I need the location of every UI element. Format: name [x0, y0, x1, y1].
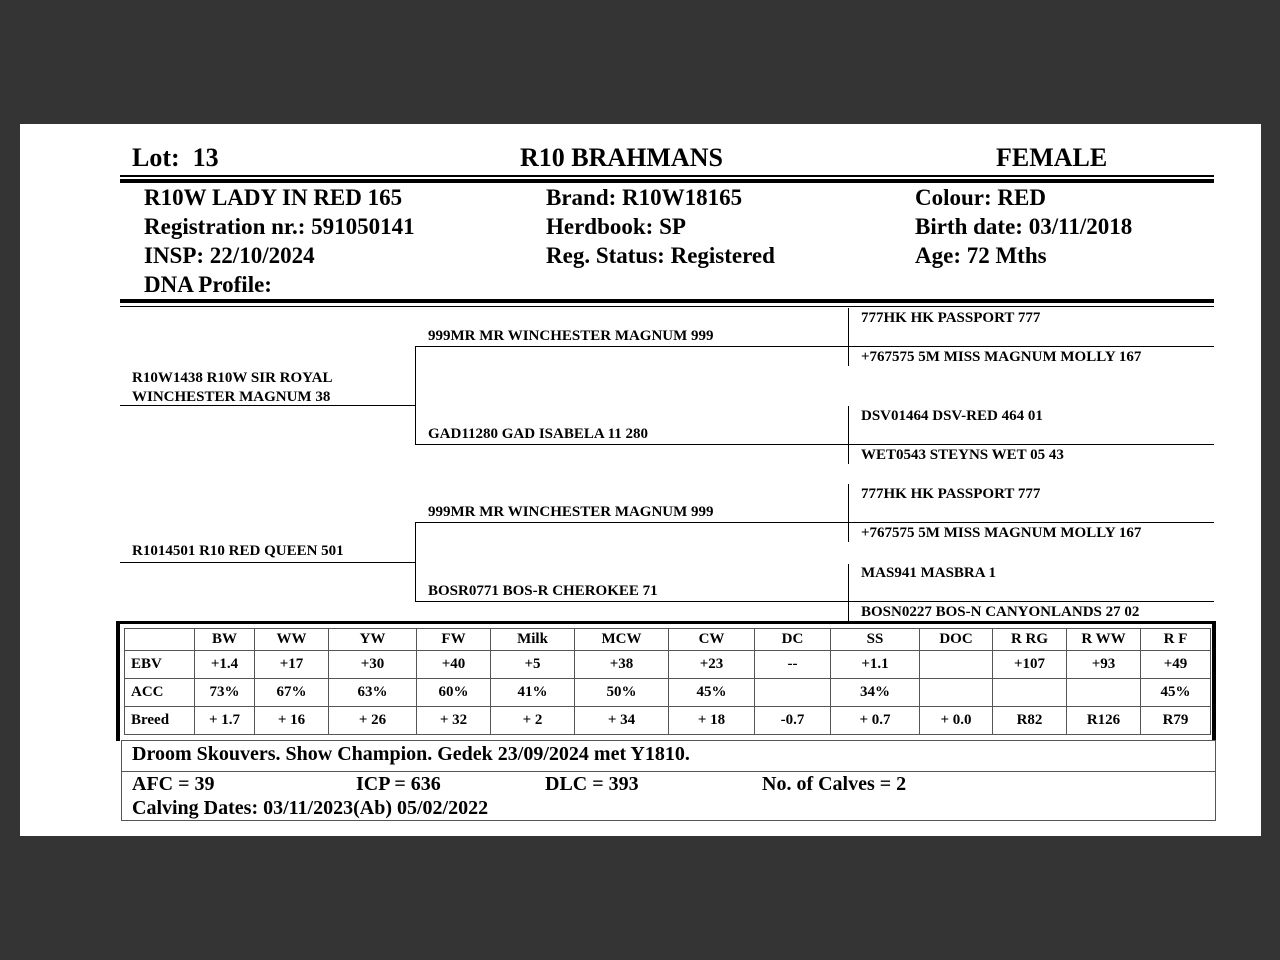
pedigree-dam-dam: BOSR0771 BOS-R CHEROKEE 71	[428, 583, 658, 599]
animal-name: R10W LADY IN RED 165	[144, 185, 403, 210]
pedigree-gen3-5: 777HK HK PASSPORT 777	[861, 486, 1041, 502]
pedigree-sire: R10W1438 R10W SIR ROYAL WINCHESTER MAGNUM 38	[132, 370, 333, 405]
icp: ICP = 636	[356, 773, 441, 795]
pedigree-gen3-8: BOSN0227 BOS-N CANYONLANDS 27 02	[861, 604, 1140, 620]
lot-number: 13	[192, 143, 219, 172]
column-header: R F	[1141, 629, 1211, 651]
column-header: BW	[195, 629, 255, 651]
table-cell: +1.1	[831, 651, 920, 679]
column-header: DC	[755, 629, 831, 651]
column-header	[125, 629, 195, 651]
pedigree-gen3-6: +767575 5M MISS MAGNUM MOLLY 167	[861, 525, 1142, 541]
column-header: MCW	[575, 629, 669, 651]
info-rule-thick	[120, 299, 1214, 303]
stud-name: R10 BRAHMANS	[520, 143, 723, 172]
pedigree-dam: R1014501 R10 RED QUEEN 501	[132, 543, 344, 559]
table-cell: 60%	[417, 679, 491, 707]
colour: Colour: RED	[915, 185, 1046, 210]
table-cell: 73%	[195, 679, 255, 707]
pedigree-sire-dam: GAD11280 GAD ISABELA 11 280	[428, 426, 649, 442]
herdbook: Herdbook: SP	[546, 214, 686, 239]
column-header: R RG	[993, 629, 1067, 651]
table-row	[125, 651, 1211, 679]
column-header: WW	[255, 629, 329, 651]
table-cell: + 2	[491, 707, 575, 735]
header-rule-thick	[120, 179, 1214, 183]
table-cell: + 32	[417, 707, 491, 735]
table-cell: +49	[1141, 651, 1211, 679]
table-cell	[755, 679, 831, 707]
pedigree-gen3-3: DSV01464 DSV-RED 464 01	[861, 408, 1043, 424]
table-cell: 50%	[575, 679, 669, 707]
pedigree-gen3-2: +767575 5M MISS MAGNUM MOLLY 167	[861, 349, 1142, 365]
table-cell: R126	[1067, 707, 1141, 735]
dna-profile: DNA Profile:	[144, 272, 272, 297]
table-cell: +40	[417, 651, 491, 679]
age: Age: 72 Mths	[915, 243, 1047, 268]
column-header: R WW	[1067, 629, 1141, 651]
table-cell: +30	[329, 651, 417, 679]
table-cell: R79	[1141, 707, 1211, 735]
table-cell: --	[755, 651, 831, 679]
row-label: ACC	[125, 679, 195, 707]
notes-box	[121, 740, 1216, 821]
table-cell: -0.7	[755, 707, 831, 735]
pedigree-gen3-7: MAS941 MASBRA 1	[861, 565, 997, 581]
table-cell: +93	[1067, 651, 1141, 679]
table-cell: + 1.7	[195, 707, 255, 735]
reg-status: Reg. Status: Registered	[546, 243, 775, 268]
table-cell: + 26	[329, 707, 417, 735]
table-cell: + 0.0	[920, 707, 993, 735]
table-cell: 34%	[831, 679, 920, 707]
dlc: DLC = 393	[545, 773, 639, 795]
table-row	[125, 679, 1211, 707]
header-rule-thin	[120, 175, 1214, 177]
column-header: FW	[417, 629, 491, 651]
table-cell: +38	[575, 651, 669, 679]
comment: Droom Skouvers. Show Champion. Gedek 23/09/2024 met Y1810.	[132, 743, 690, 765]
table-cell: +107	[993, 651, 1067, 679]
table-cell: + 34	[575, 707, 669, 735]
table-cell: 63%	[329, 679, 417, 707]
table-cell	[1067, 679, 1141, 707]
table-cell	[920, 651, 993, 679]
pedigree-sire-sire: 999MR MR WINCHESTER MAGNUM 999	[428, 328, 714, 344]
pedigree-gen3-1: 777HK HK PASSPORT 777	[861, 310, 1041, 326]
calving-dates: Calving Dates: 03/11/2023(Ab) 05/02/2022	[132, 797, 489, 819]
lot-card	[20, 124, 1261, 836]
column-header: CW	[669, 629, 755, 651]
table-cell	[920, 679, 993, 707]
row-label: EBV	[125, 651, 195, 679]
sex-label: FEMALE	[996, 143, 1108, 172]
row-label: Breed	[125, 707, 195, 735]
table-cell: +5	[491, 651, 575, 679]
calves-count: No. of Calves = 2	[762, 773, 907, 795]
column-header: Milk	[491, 629, 575, 651]
lot-label: Lot: 13	[132, 143, 219, 172]
table-cell: 41%	[491, 679, 575, 707]
column-header: YW	[329, 629, 417, 651]
table-cell: +17	[255, 651, 329, 679]
ebv-header-row	[125, 629, 1211, 651]
birth-date: Birth date: 03/11/2018	[915, 214, 1133, 239]
pedigree-gen3-4: WET0543 STEYNS WET 05 43	[861, 447, 1064, 463]
table-cell	[993, 679, 1067, 707]
table-cell: 45%	[1141, 679, 1211, 707]
ebv-table	[124, 628, 1211, 735]
table-cell: +23	[669, 651, 755, 679]
pedigree-dam-sire: 999MR MR WINCHESTER MAGNUM 999	[428, 504, 714, 520]
comment-row	[122, 741, 1215, 772]
table-cell: + 0.7	[831, 707, 920, 735]
column-header: DOC	[920, 629, 993, 651]
table-cell: +1.4	[195, 651, 255, 679]
column-header: SS	[831, 629, 920, 651]
table-cell: + 18	[669, 707, 755, 735]
table-cell: + 16	[255, 707, 329, 735]
table-cell: R82	[993, 707, 1067, 735]
brand: Brand: R10W18165	[546, 185, 743, 210]
insp-date: INSP: 22/10/2024	[144, 243, 315, 268]
table-cell: 67%	[255, 679, 329, 707]
table-cell: 45%	[669, 679, 755, 707]
info-rule-thin	[120, 306, 1214, 307]
afc: AFC = 39	[132, 773, 215, 795]
registration-number: Registration nr.: 591050141	[144, 214, 415, 239]
table-row	[125, 707, 1211, 735]
